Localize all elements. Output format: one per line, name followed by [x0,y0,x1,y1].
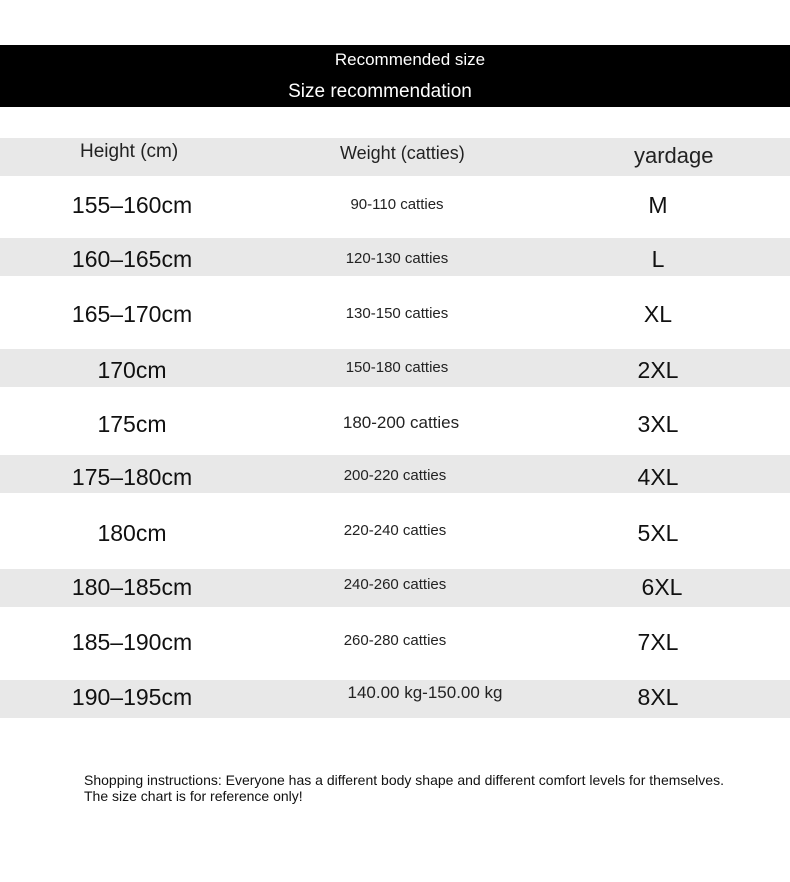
height-cell: 180–185cm [71,574,193,600]
header-weight: Weight (catties) [340,143,465,163]
header-yardage: yardage [634,143,714,168]
weight-cell: 200-220 catties [343,467,447,484]
shopping-instructions: Shopping instructions: Everyone has a different body shape and different comfort levels for themselves. The size chart is for reference only! [84,772,724,804]
height-cell: 155–160cm [71,192,193,218]
table-row [0,607,790,680]
size-cell: 8XL [637,684,679,710]
size-cell: XL [643,301,673,327]
size-cell: 6XL [641,574,683,600]
table-row [0,387,790,455]
table-row [0,238,790,276]
table-row [0,349,790,387]
weight-cell: 140.00 kg-150.00 kg [347,683,503,702]
weight-cell: 260-280 catties [343,632,447,649]
table-row [0,493,790,569]
size-cell: 3XL [637,411,679,437]
size-cell: 2XL [637,357,679,383]
weight-cell: 90-110 catties [350,196,444,213]
height-cell: 165–170cm [71,301,193,327]
height-cell: 185–190cm [71,629,193,655]
weight-cell: 240-260 catties [343,576,447,593]
size-cell: L [651,246,665,272]
weight-cell: 220-240 catties [343,522,447,539]
banner-title-secondary: Size recommendation [288,81,472,102]
height-cell: 180cm [97,520,167,546]
table-row [0,569,790,607]
size-cell: M [648,192,668,218]
header-height: Height (cm) [80,141,179,162]
table-row [0,680,790,718]
weight-cell: 180-200 catties [342,413,460,432]
height-cell: 175–180cm [71,464,193,490]
height-cell: 175cm [97,411,167,437]
banner-title-primary: Recommended size [334,50,486,69]
title-banner [0,45,790,107]
table-row [0,455,790,493]
size-cell: 4XL [637,464,679,490]
table-row [0,276,790,349]
height-cell: 190–195cm [71,684,193,710]
weight-cell: 150-180 catties [345,359,449,376]
height-cell: 160–165cm [71,246,193,272]
weight-cell: 120-130 catties [345,250,449,267]
height-cell: 170cm [97,357,167,383]
table-row [0,176,790,238]
size-table-header [0,138,790,176]
weight-cell: 130-150 catties [345,305,449,322]
size-cell: 7XL [637,629,679,655]
size-cell: 5XL [637,520,679,546]
